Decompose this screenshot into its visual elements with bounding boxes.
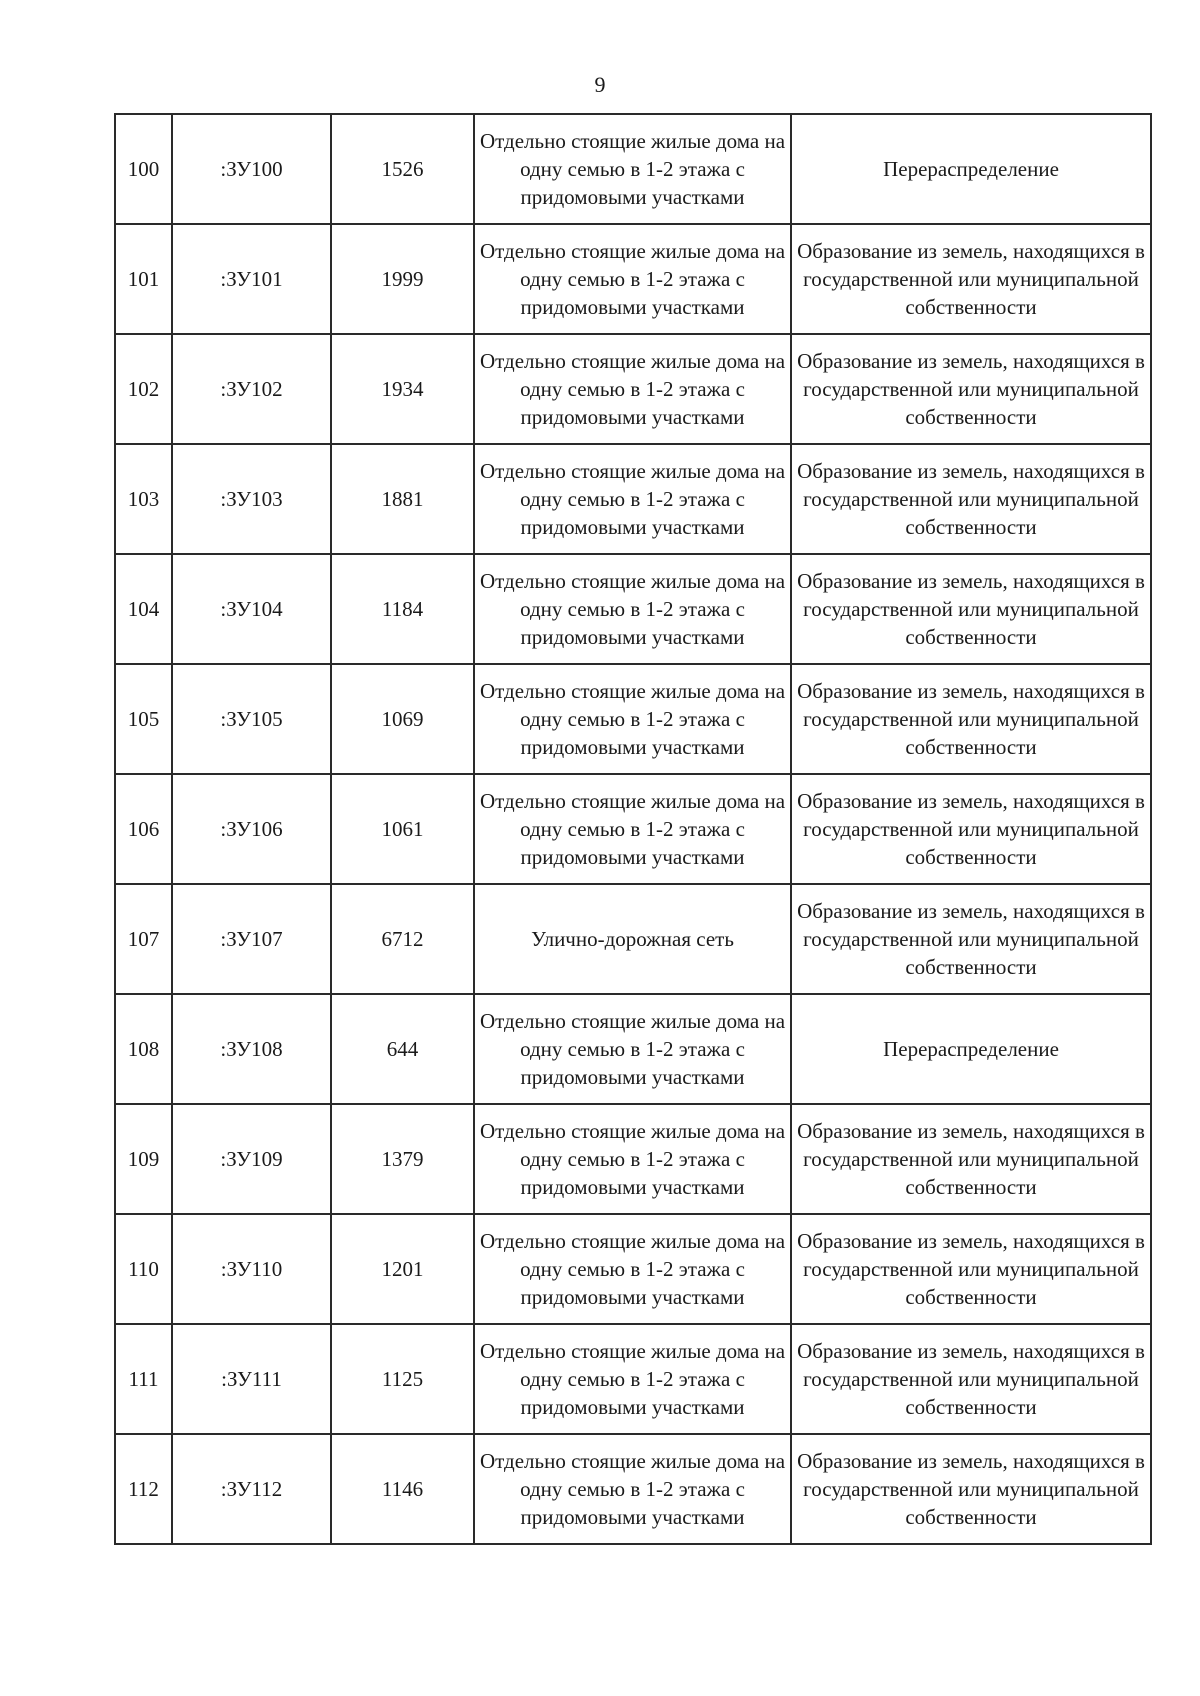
formation-method-cell xyxy=(791,224,1151,334)
permitted-use-text: Отдельно стоящие жилые дома на одну семью в 1-2 этажа с придомовыми участками xyxy=(479,239,786,319)
plot-area-cell xyxy=(331,334,474,444)
formation-method-text: Перераспределение xyxy=(883,1037,1059,1061)
table-row xyxy=(115,664,1151,774)
table-row xyxy=(115,994,1151,1104)
plot-id-text: :ЗУ104 xyxy=(220,597,283,621)
row-number-text: 107 xyxy=(127,927,160,951)
formation-method-cell xyxy=(791,444,1151,554)
formation-method-cell xyxy=(791,884,1151,994)
permitted-use-text: Отдельно стоящие жилые дома на одну семью в 1-2 этажа с придомовыми участками xyxy=(479,1009,786,1089)
plot-id-cell xyxy=(172,444,331,554)
plot-id-text: :ЗУ101 xyxy=(220,267,283,291)
plot-area-cell xyxy=(331,444,474,554)
row-number-cell xyxy=(115,1324,172,1434)
plot-id-text: :ЗУ109 xyxy=(220,1147,283,1171)
plot-area-cell xyxy=(331,1214,474,1324)
table-row xyxy=(115,1434,1151,1544)
table-body xyxy=(115,114,1151,1544)
plot-id-cell xyxy=(172,554,331,664)
plot-area-cell xyxy=(331,114,474,224)
permitted-use-text: Отдельно стоящие жилые дома на одну семью в 1-2 этажа с придомовыми участками xyxy=(479,1229,786,1309)
row-number-cell xyxy=(115,1214,172,1324)
formation-method-text: Образование из земель, находящихся в государственной или муниципальной собственности xyxy=(797,789,1145,869)
table-row xyxy=(115,224,1151,334)
plot-id-cell xyxy=(172,224,331,334)
table-row xyxy=(115,884,1151,994)
plot-id-cell xyxy=(172,994,331,1104)
plot-id-cell xyxy=(172,114,331,224)
plot-id-text: :ЗУ102 xyxy=(220,377,283,401)
plot-area-text: 1526 xyxy=(381,157,424,181)
formation-method-cell xyxy=(791,1214,1151,1324)
plot-id-cell xyxy=(172,774,331,884)
table-row xyxy=(115,1324,1151,1434)
row-number-text: 104 xyxy=(127,597,160,621)
plot-area-text: 1999 xyxy=(381,267,424,291)
permitted-use-cell xyxy=(474,1434,791,1544)
row-number-text: 111 xyxy=(128,1367,159,1391)
permitted-use-cell xyxy=(474,1214,791,1324)
table-row xyxy=(115,334,1151,444)
permitted-use-cell xyxy=(474,664,791,774)
plot-area-text: 6712 xyxy=(381,927,424,951)
plot-area-text: 1146 xyxy=(381,1477,424,1501)
row-number-cell xyxy=(115,664,172,774)
permitted-use-text: Отдельно стоящие жилые дома на одну семью в 1-2 этажа с придомовыми участками xyxy=(479,1449,786,1529)
permitted-use-text: Улично-дорожная сеть xyxy=(531,927,734,951)
formation-method-cell xyxy=(791,1104,1151,1214)
formation-method-cell xyxy=(791,1324,1151,1434)
plot-area-cell xyxy=(331,884,474,994)
table-row xyxy=(115,554,1151,664)
row-number-cell xyxy=(115,554,172,664)
formation-method-text: Образование из земель, находящихся в государственной или муниципальной собственности xyxy=(797,1119,1145,1199)
plot-id-text: :ЗУ103 xyxy=(220,487,283,511)
row-number-text: 103 xyxy=(127,487,160,511)
plot-id-text: :ЗУ106 xyxy=(220,817,283,841)
row-number-cell xyxy=(115,1104,172,1214)
permitted-use-cell xyxy=(474,774,791,884)
row-number-cell xyxy=(115,334,172,444)
permitted-use-cell xyxy=(474,1324,791,1434)
plot-id-cell xyxy=(172,1214,331,1324)
row-number-cell xyxy=(115,774,172,884)
page-number: 9 xyxy=(594,72,606,97)
permitted-use-cell xyxy=(474,444,791,554)
plot-id-text: :ЗУ108 xyxy=(220,1037,283,1061)
row-number-text: 101 xyxy=(127,267,160,291)
row-number-cell xyxy=(115,1434,172,1544)
table-row xyxy=(115,1214,1151,1324)
plot-area-cell xyxy=(331,554,474,664)
formation-method-text: Образование из земель, находящихся в государственной или муниципальной собственности xyxy=(797,679,1145,759)
plot-id-cell xyxy=(172,664,331,774)
formation-method-text: Образование из земель, находящихся в государственной или муниципальной собственности xyxy=(797,459,1145,539)
row-number-text: 100 xyxy=(127,157,160,181)
row-number-text: 106 xyxy=(127,817,160,841)
row-number-cell xyxy=(115,994,172,1104)
formation-method-text: Образование из земель, находящихся в государственной или муниципальной собственности xyxy=(797,1229,1145,1309)
plot-id-text: :ЗУ110 xyxy=(220,1257,283,1281)
plot-id-cell xyxy=(172,1324,331,1434)
plot-area-text: 1881 xyxy=(381,487,424,511)
plot-id-cell xyxy=(172,1104,331,1214)
permitted-use-cell xyxy=(474,1104,791,1214)
plot-id-text: :ЗУ107 xyxy=(220,927,283,951)
plot-area-text: 644 xyxy=(386,1037,419,1061)
row-number-text: 108 xyxy=(127,1037,160,1061)
plot-area-text: 1379 xyxy=(381,1147,424,1171)
permitted-use-text: Отдельно стоящие жилые дома на одну семью в 1-2 этажа с придомовыми участками xyxy=(479,349,786,429)
plot-area-cell xyxy=(331,664,474,774)
permitted-use-text: Отдельно стоящие жилые дома на одну семью в 1-2 этажа с придомовыми участками xyxy=(479,1339,786,1419)
permitted-use-text: Отдельно стоящие жилые дома на одну семью в 1-2 этажа с придомовыми участками xyxy=(479,569,786,649)
table-row xyxy=(115,114,1151,224)
table-row xyxy=(115,1104,1151,1214)
permitted-use-text: Отдельно стоящие жилые дома на одну семью в 1-2 этажа с придомовыми участками xyxy=(479,1119,786,1199)
plot-area-text: 1934 xyxy=(381,377,424,401)
formation-method-cell xyxy=(791,774,1151,884)
plot-area-text: 1201 xyxy=(381,1257,424,1281)
plot-id-text: :ЗУ112 xyxy=(220,1477,283,1501)
formation-method-text: Образование из земель, находящихся в государственной или муниципальной собственности xyxy=(797,1449,1145,1529)
formation-method-text: Образование из земель, находящихся в государственной или муниципальной собственности xyxy=(797,899,1145,979)
land-plots-table xyxy=(114,113,1152,1545)
plot-area-cell xyxy=(331,1434,474,1544)
plot-area-cell xyxy=(331,1324,474,1434)
plot-area-text: 1125 xyxy=(381,1367,424,1391)
permitted-use-text: Отдельно стоящие жилые дома на одну семью в 1-2 этажа с придомовыми участками xyxy=(479,459,786,539)
formation-method-cell xyxy=(791,334,1151,444)
formation-method-text: Образование из земель, находящихся в государственной или муниципальной собственности xyxy=(797,349,1145,429)
plot-id-text: :ЗУ111 xyxy=(221,1367,282,1391)
plot-area-cell xyxy=(331,774,474,884)
formation-method-text: Образование из земель, находящихся в государственной или муниципальной собственности xyxy=(797,569,1145,649)
permitted-use-cell xyxy=(474,994,791,1104)
formation-method-cell xyxy=(791,554,1151,664)
plot-area-text: 1069 xyxy=(381,707,424,731)
formation-method-cell xyxy=(791,664,1151,774)
plot-id-cell xyxy=(172,334,331,444)
row-number-text: 109 xyxy=(127,1147,160,1171)
row-number-cell xyxy=(115,224,172,334)
plot-area-cell xyxy=(331,224,474,334)
permitted-use-cell xyxy=(474,554,791,664)
table-row xyxy=(115,774,1151,884)
plot-id-cell xyxy=(172,1434,331,1544)
formation-method-text: Образование из земель, находящихся в государственной или муниципальной собственности xyxy=(797,239,1145,319)
permitted-use-text: Отдельно стоящие жилые дома на одну семью в 1-2 этажа с придомовыми участками xyxy=(479,129,786,209)
formation-method-cell xyxy=(791,994,1151,1104)
row-number-text: 102 xyxy=(127,377,160,401)
permitted-use-cell xyxy=(474,114,791,224)
row-number-text: 105 xyxy=(127,707,160,731)
plot-area-cell xyxy=(331,994,474,1104)
row-number-cell xyxy=(115,884,172,994)
row-number-cell xyxy=(115,114,172,224)
formation-method-text: Перераспределение xyxy=(883,157,1059,181)
formation-method-cell xyxy=(791,1434,1151,1544)
permitted-use-text: Отдельно стоящие жилые дома на одну семью в 1-2 этажа с придомовыми участками xyxy=(479,789,786,869)
permitted-use-text: Отдельно стоящие жилые дома на одну семью в 1-2 этажа с придомовыми участками xyxy=(479,679,786,759)
permitted-use-cell xyxy=(474,884,791,994)
plot-id-cell xyxy=(172,884,331,994)
formation-method-text: Образование из земель, находящихся в государственной или муниципальной собственности xyxy=(797,1339,1145,1419)
plot-id-text: :ЗУ105 xyxy=(220,707,283,731)
plot-id-text: :ЗУ100 xyxy=(220,157,283,181)
permitted-use-cell xyxy=(474,224,791,334)
row-number-cell xyxy=(115,444,172,554)
plot-area-text: 1184 xyxy=(381,597,424,621)
formation-method-cell xyxy=(791,114,1151,224)
plot-area-cell xyxy=(331,1104,474,1214)
permitted-use-cell xyxy=(474,334,791,444)
plot-area-text: 1061 xyxy=(381,817,424,841)
row-number-text: 110 xyxy=(128,1257,159,1281)
table-row xyxy=(115,444,1151,554)
row-number-text: 112 xyxy=(128,1477,159,1501)
